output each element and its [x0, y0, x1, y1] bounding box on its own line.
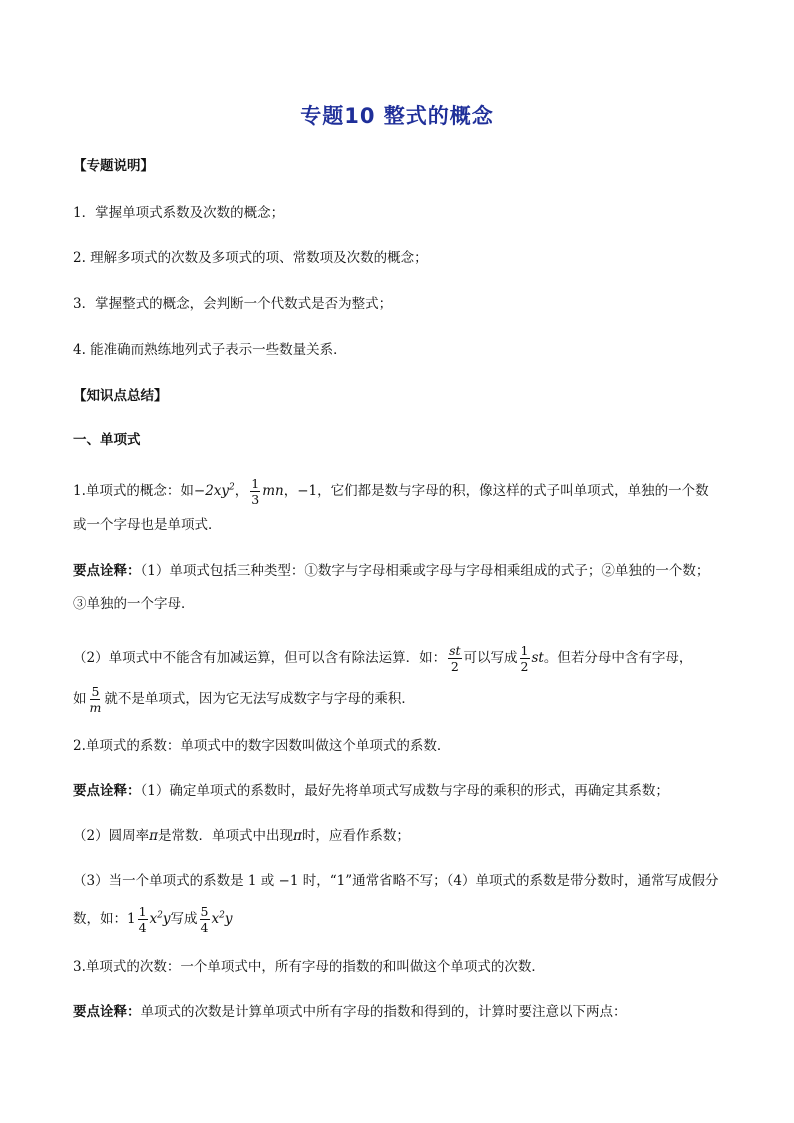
text: 单项式的次数是计算单项式中所有字母的指数和得到的，计算时要注意以下两点：	[140, 1004, 627, 1020]
text: 1.单项式的概念：如	[73, 483, 194, 499]
math-expression: mn	[262, 483, 284, 499]
note-types-cont: ③单独的一个字母．	[73, 596, 195, 612]
paragraph-monomial-definition	[73, 476, 733, 507]
fraction-five-quarters: $\frac{5}{4}$	[200, 904, 209, 935]
fraction-5-over-m: $\frac{5}{m}$	[89, 684, 102, 715]
text: ，−1，它们都是数与字母的积，像这样的式子叫单项式，单独的一个数	[283, 483, 709, 499]
subheading-monomial: 一、单项式	[73, 432, 141, 448]
goal-item-4: 4. 能准确而熟练地列式子表示一些数量关系．	[73, 342, 347, 358]
section-heading-goals: 【专题说明】	[73, 158, 154, 174]
note-pi	[73, 826, 733, 846]
text: 如	[73, 691, 87, 707]
text: ，	[234, 483, 249, 499]
text: 就不是单项式，因为它无法写成数字与字母的乘积．	[104, 691, 415, 707]
fraction-st-over-2: $\frac{st}{2}$	[449, 643, 461, 674]
note-label: 要点诠释：	[73, 563, 141, 579]
note-one-and-mixed: （3）当一个单项式的系数是 1 或 −1 时，“1”通常省略不写；（4）单项式的系数是带分数时，通常写成假分	[73, 873, 719, 889]
paragraph-degree: 3.单项式的次数：一个单项式中，所有字母的指数的和叫做这个单项式的次数．	[73, 959, 545, 975]
goal-item-2: 2. 理解多项式的次数及多项式的项、常数项及次数的概念；	[73, 250, 428, 266]
pi-symbol: π	[149, 828, 158, 844]
math-expression: $x^2y$	[149, 910, 171, 927]
text: 写成	[170, 911, 198, 927]
text: 数，如：	[73, 911, 127, 927]
fraction-one-third: $\frac{1}{3}$	[251, 476, 260, 507]
text: （1）单项式包括三种类型：①数字与字母相乘或字母与字母相乘组成的式子；②单独的一个数；	[140, 563, 710, 579]
note-label: 要点诠释：	[73, 1004, 141, 1020]
page-title: 专题10 整式的概念	[300, 104, 494, 128]
fraction-one-half: $\frac{1}{2}$	[520, 643, 529, 674]
goal-item-1: 1．掌握单项式系数及次数的概念；	[73, 205, 285, 221]
math-whole: 1	[127, 911, 136, 927]
text: （1）确定单项式的系数时，最好先将单项式写成数与字母的乘积的形式，再确定其系数；	[140, 783, 669, 799]
section-heading-summary: 【知识点总结】	[73, 388, 168, 404]
text: 。但若分母中含有字母，	[543, 650, 693, 666]
note-label: 要点诠释：	[73, 783, 141, 799]
text: （2）单项式中不能含有加减运算，但可以含有除法运算．如：	[73, 650, 447, 666]
note-mixed-example	[73, 904, 733, 935]
fraction-one-quarter: $\frac{1}{4}$	[138, 904, 147, 935]
text: 可以写成	[463, 650, 518, 666]
note-types	[73, 561, 733, 581]
text: 是常数．单项式中出现	[157, 828, 293, 844]
paragraph-monomial-definition-cont: 或一个字母也是单项式．	[73, 517, 222, 533]
math-expression: $-2xy^2$	[193, 482, 235, 499]
text: 时，应看作系数；	[301, 828, 410, 844]
note-division-cont	[73, 684, 733, 715]
paragraph-coefficient: 2.单项式的系数：单项式中的数字因数叫做这个单项式的系数．	[73, 738, 451, 754]
note-degree	[73, 1002, 733, 1022]
text: （2）圆周率	[73, 828, 150, 844]
note-coefficient	[73, 781, 733, 801]
goal-item-3: 3．掌握整式的概念，会判断一个代数式是否为整式；	[73, 296, 393, 312]
math-expression: $x^2y$	[211, 910, 233, 927]
math-expression: st	[531, 650, 544, 666]
pi-symbol: π	[292, 828, 302, 844]
note-division	[73, 643, 733, 674]
